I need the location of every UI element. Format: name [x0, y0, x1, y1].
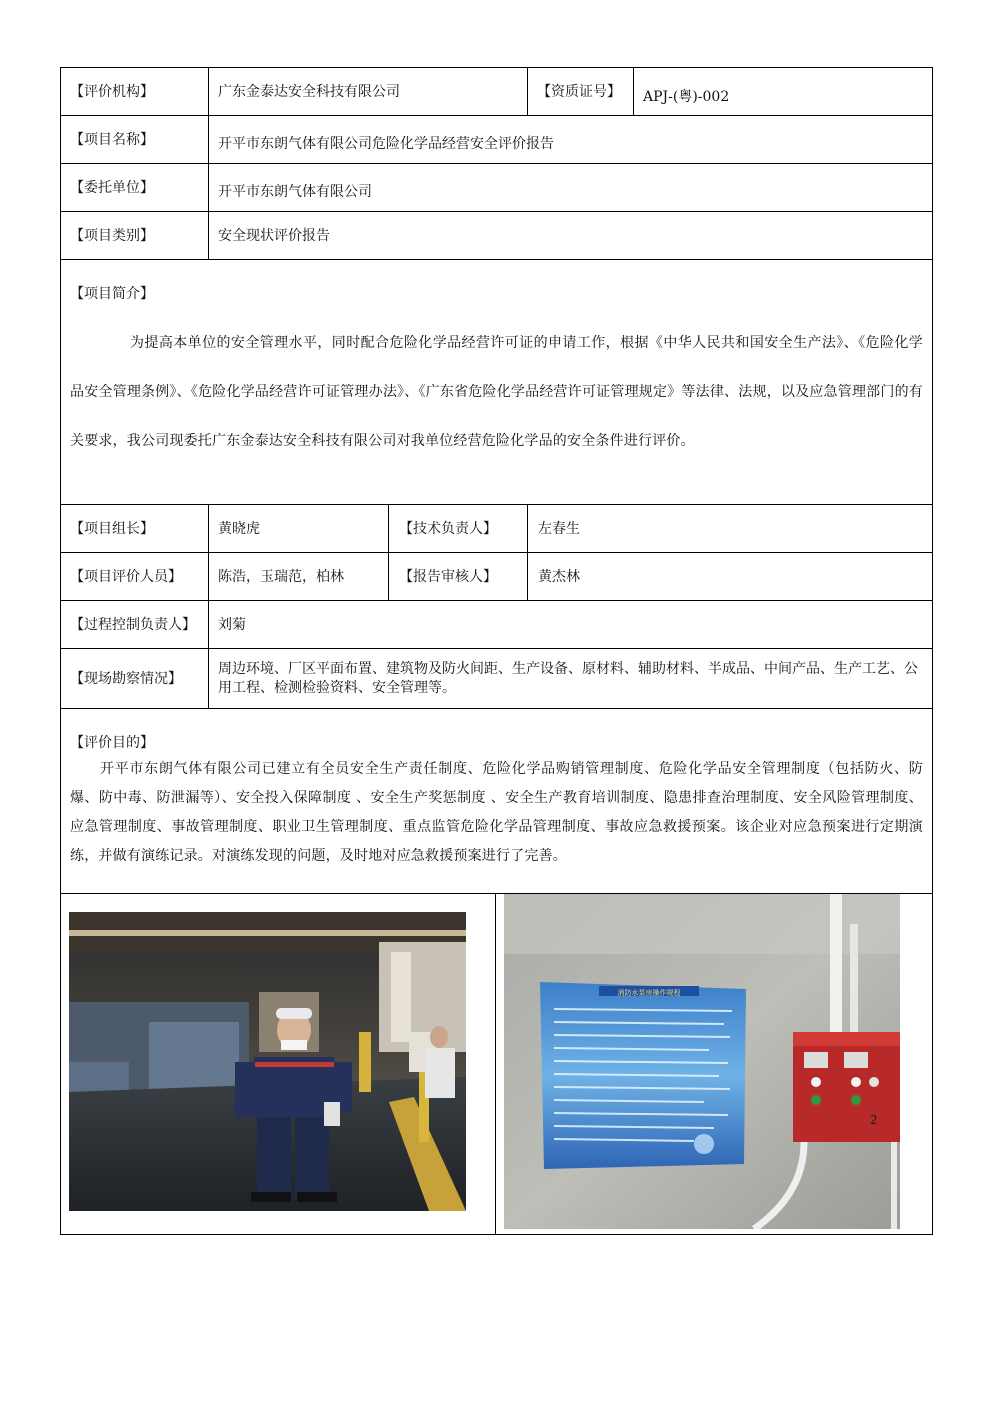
- tech-value: 左春生: [528, 505, 933, 553]
- client-value: 开平市东朗气体有限公司: [209, 164, 933, 212]
- process-label: 【过程控制负责人】: [61, 601, 209, 649]
- intro-text: 为提高本单位的安全管理水平，同时配合危险化学品经营许可证的申请工作，根据《中华人民共和国安全生产法》、《危险化学品安全管理条例》、《危险化学品经营许可证管理办法》、《广东省危险化学品经营许可证管理规定》等法律、法规，以及应急管理部门的有关要求，我公司现委托广东金泰达安全科技有限公司对我单位经营危险化学品的安全条件进行评价。: [70, 335, 923, 449]
- poster-title: 消防水泵房操作规程: [617, 989, 681, 997]
- photos-cell: [61, 894, 933, 1235]
- reviewer-value: 黄杰林: [528, 553, 933, 601]
- intro-cell: [61, 260, 933, 505]
- intro-label: 【项目简介】: [70, 286, 154, 302]
- project-name-label: 【项目名称】: [61, 116, 209, 164]
- evaluators-value: 陈浩，玉瑞范，柏林: [209, 553, 389, 601]
- survey-label: 【现场勘察情况】: [61, 649, 209, 709]
- report-sheet: [60, 67, 932, 1235]
- process-value: 刘菊: [209, 601, 933, 649]
- factory-worker-photo: [69, 912, 466, 1211]
- client-label: 【委托单位】: [61, 164, 209, 212]
- leader-label: 【项目组长】: [61, 505, 209, 553]
- photos-divider: [495, 894, 496, 1234]
- project-name-value: 开平市东朗气体有限公司危险化学品经营安全评价报告: [209, 116, 933, 164]
- cert-label: 【资质证号】: [528, 68, 634, 116]
- leader-value: 黄晓虎: [209, 505, 389, 553]
- goal-label: 【评价目的】: [70, 735, 154, 751]
- info-table: [60, 67, 933, 1235]
- evaluators-label: 【项目评价人员】: [61, 553, 209, 601]
- tech-label: 【技术负责人】: [389, 505, 528, 553]
- box-number: 2: [870, 1113, 878, 1127]
- wall-poster-photo: [504, 894, 900, 1229]
- goal-cell: [61, 709, 933, 894]
- org-value: 广东金泰达安全科技有限公司: [209, 68, 528, 116]
- category-value: 安全现状评价报告: [209, 212, 933, 260]
- org-label: 【评价机构】: [61, 68, 209, 116]
- category-label: 【项目类别】: [61, 212, 209, 260]
- photos-area: [61, 894, 932, 1234]
- wall-photo-icon: [504, 894, 900, 1229]
- survey-value: 周边环境、厂区平面布置、建筑物及防火间距、生产设备、原材料、辅助材料、半成品、中间产品、生产工艺、公用工程、检测检验资料、安全管理等。: [209, 649, 933, 709]
- factory-photo-icon: [69, 912, 466, 1211]
- goal-text: 开平市东朗气体有限公司已建立有全员安全生产责任制度、危险化学品购销管理制度、危险化学品安全管理制度（包括防火、防爆、防中毒、防泄漏等）、安全投入保障制度 、安全生产奖惩制度 、安全生产教育培训制度、隐患排查治理制度、安全风险管理制度、应急管理制度、事故管理制度、职业卫生管理制度、重点监管危险化学品管理制度、事故应急救援预案。该企业对应急预案进行定期演练，并做有演练记录。对演练发现的问题，及时地对应急救援预案进行了完善。: [70, 761, 923, 864]
- cert-value: APJ-(粤)-002: [634, 68, 933, 116]
- reviewer-label: 【报告审核人】: [389, 553, 528, 601]
